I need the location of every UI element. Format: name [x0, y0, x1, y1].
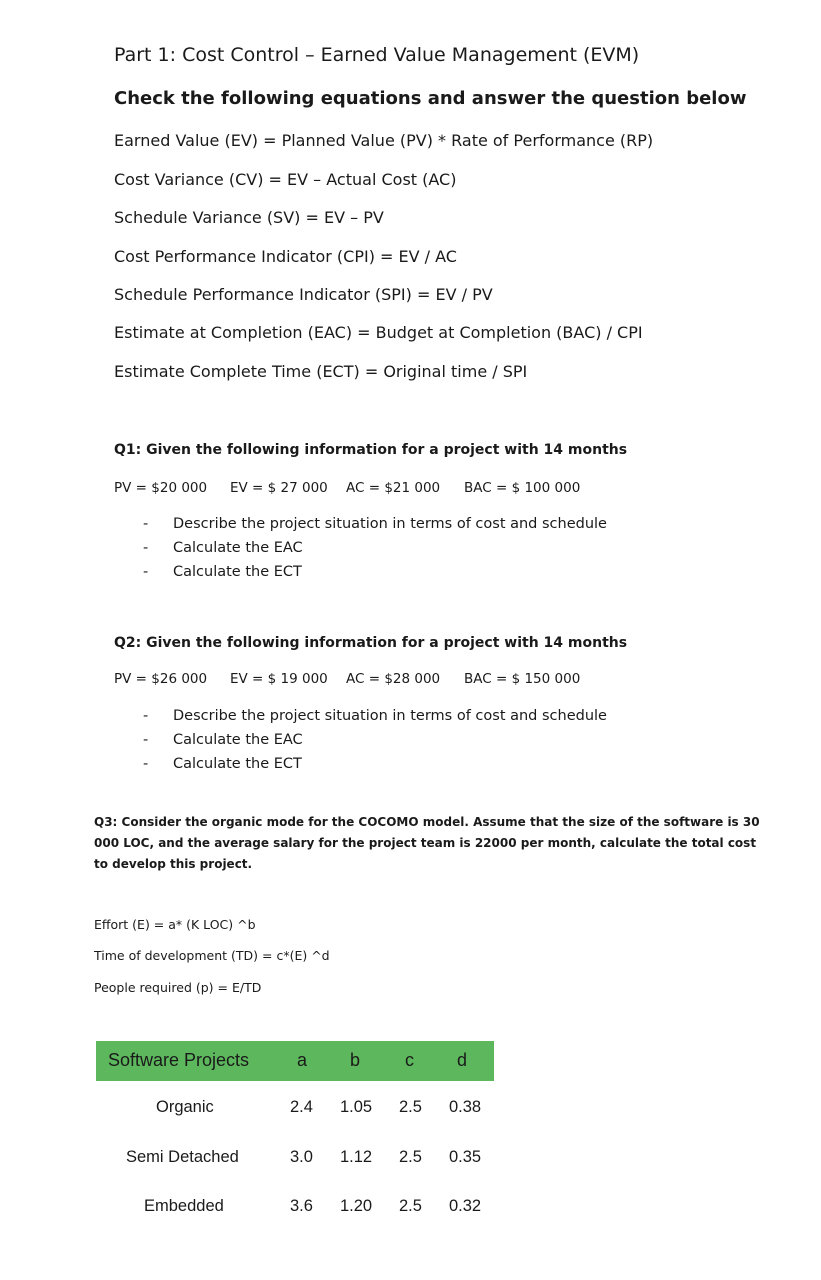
q2-ev: EV = $ 19 000	[230, 671, 328, 687]
bullet-dash: -	[143, 564, 149, 580]
formula-effort: Effort (E) = a* (K LOC) ^b	[94, 917, 256, 932]
bullet-dash: -	[143, 732, 149, 748]
table-cell-b: 1.05	[340, 1098, 373, 1116]
table-cell-project: Embedded	[144, 1197, 224, 1215]
q1-ac: AC = $21 000	[346, 480, 441, 496]
formula-people: People required (p) = E/TD	[94, 980, 262, 995]
q2-task: Calculate the EAC	[173, 732, 303, 748]
q2-heading: Q2: Given the following information for a project with 14 months	[114, 635, 628, 651]
q2-ac: AC = $28 000	[346, 671, 441, 687]
equation-ect: Estimate Complete Time (ECT) = Original time / SPI	[114, 362, 528, 381]
q1-heading: Q1: Given the following information for a project with 14 months	[114, 442, 628, 458]
table-cell-d: 0.38	[449, 1098, 482, 1116]
table-cell-c: 2.5	[399, 1098, 422, 1116]
list-item	[143, 704, 607, 728]
q1-task: Describe the project situation in terms of cost and schedule	[173, 516, 607, 532]
list-item	[143, 512, 607, 536]
q1-task: Calculate the EAC	[173, 540, 303, 556]
list-item	[143, 536, 607, 560]
q1-values	[114, 480, 580, 496]
table-cell-a: 3.0	[290, 1148, 313, 1166]
table-cell-a: 2.4	[290, 1098, 313, 1116]
formula-time: Time of development (TD) = c*(E) ^d	[94, 948, 330, 963]
table-cell-d: 0.32	[449, 1197, 482, 1215]
q2-task: Calculate the ECT	[173, 756, 302, 772]
q1-task-list	[143, 512, 607, 584]
instructions-heading: Check the following equations and answer the question below	[114, 88, 747, 109]
q1-ev: EV = $ 27 000	[230, 480, 328, 496]
table-cell-project: Organic	[156, 1098, 214, 1116]
table-cell-b: 1.12	[340, 1148, 373, 1166]
table-header-b: b	[350, 1050, 361, 1070]
q1-task: Calculate the ECT	[173, 564, 302, 580]
equation-cpi: Cost Performance Indicator (CPI) = EV / AC	[114, 247, 457, 266]
equation-eac: Estimate at Completion (EAC) = Budget at Completion (BAC) / CPI	[114, 323, 643, 342]
q2-task: Describe the project situation in terms of cost and schedule	[173, 708, 607, 724]
table-header-projects: Software Projects	[108, 1050, 250, 1070]
equation-spi: Schedule Performance Indicator (SPI) = EV / PV	[114, 285, 493, 304]
table-cell-a: 3.6	[290, 1197, 313, 1215]
equation-cv: Cost Variance (CV) = EV – Actual Cost (AC)	[114, 170, 457, 189]
page-title: Part 1: Cost Control – Earned Value Management (EVM)	[114, 44, 640, 66]
bullet-dash: -	[143, 516, 149, 532]
table-cell-d: 0.35	[449, 1148, 482, 1166]
bullet-dash: -	[143, 540, 149, 556]
table-cell-c: 2.5	[399, 1197, 422, 1215]
bullet-dash: -	[143, 708, 149, 724]
list-item	[143, 560, 607, 584]
q2-values	[114, 671, 580, 687]
q1-bac: BAC = $ 100 000	[464, 480, 581, 496]
table-cell-project: Semi Detached	[126, 1148, 239, 1166]
q2-pv: PV = $26 000	[114, 671, 208, 687]
table-cell-c: 2.5	[399, 1148, 422, 1166]
equation-sv: Schedule Variance (SV) = EV – PV	[114, 208, 384, 227]
table-cell-b: 1.20	[340, 1197, 373, 1215]
table-header-a: a	[297, 1050, 308, 1070]
bullet-dash: -	[143, 756, 149, 772]
equation-ev: Earned Value (EV) = Planned Value (PV) * Rate of Performance (RP)	[114, 131, 654, 150]
list-item	[143, 728, 607, 752]
q2-bac: BAC = $ 150 000	[464, 671, 581, 687]
q2-task-list	[143, 704, 607, 776]
table-header-c: c	[405, 1050, 414, 1070]
q3-question: Q3: Consider the organic mode for the COCOMO model. Assume that the size of the software is 30 000 LOC, and the average salary for the project team is 22000 per month, calculate the total cost to develop this project.	[94, 815, 760, 871]
list-item	[143, 752, 607, 776]
table-header-d: d	[457, 1050, 468, 1070]
q1-pv: PV = $20 000	[114, 480, 208, 496]
